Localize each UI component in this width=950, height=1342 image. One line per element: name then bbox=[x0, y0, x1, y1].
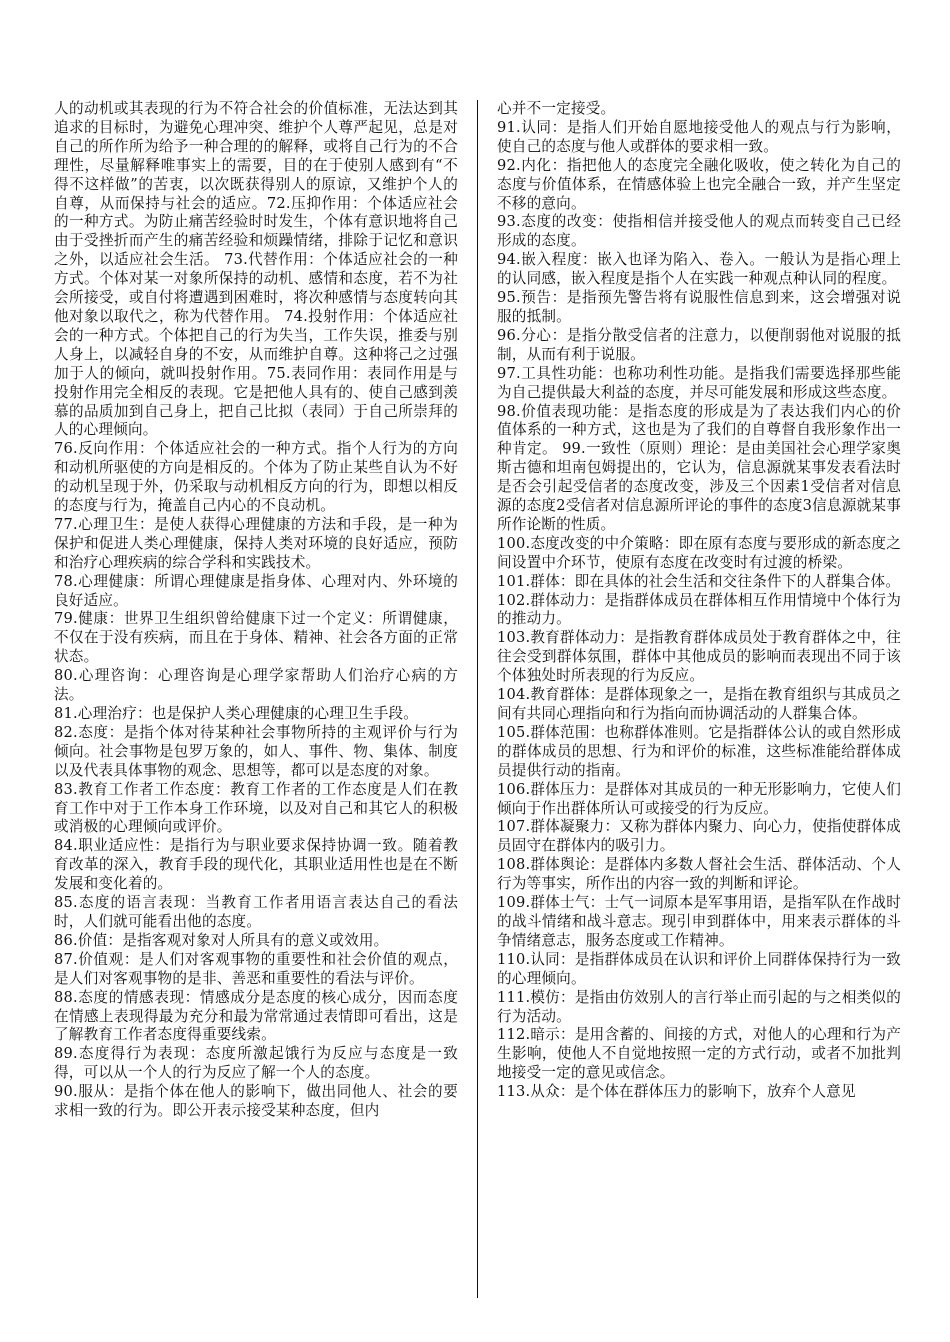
paragraph: 93.态度的改变：使指相信并接受他人的观点而转变自己已经形成的态度。 bbox=[497, 213, 901, 250]
paragraph: 103.教育群体动力：是指教育群体成员处于教育群体之中，往往会受到群体氛围，群体中其他成员的影响而表现出不同于该个体独处时所表现的行为反应。 bbox=[497, 629, 901, 685]
paragraph: 107.群体凝聚力：又称为群体内聚力、向心力，使指使群体成员固守在群体内的吸引力。 bbox=[497, 818, 901, 855]
paragraph: 113.从众：是个体在群体压力的影响下，放弃个人意见 bbox=[497, 1083, 856, 1101]
paragraph: 108.群体舆论：是群体内多数人督社会生活、群体活动、个人行为等事实，所作出的内容一致的判断和评论。 bbox=[497, 856, 901, 893]
paragraph: 86.价值：是指客观对象对人所具有的意义或效用。 bbox=[54, 931, 389, 949]
paragraph: 91.认同：是指人们开始自愿地接受他人的观点与行为影响，使自己的态度与他人或群体的要求相一致。 bbox=[497, 118, 901, 155]
paragraph: 100.态度改变的中介策略：即在原有态度与要形成的新态度之间设置中介环节，使原有态度在改变时有过渡的桥梁。 bbox=[497, 534, 901, 571]
left-column bbox=[54, 100, 458, 1300]
paragraph: 97.工具性功能：也称功利性功能。是指我们需要选择那些能为自己提供最大利益的态度，并尽可能发展和形成这些态度。 bbox=[497, 364, 901, 401]
paragraph: 79.健康：世界卫生组织曾给健康下过一个定义：所谓健康，不仅在于没有疾病，而且在于身体、精神、社会各方面的正常状态。 bbox=[54, 610, 458, 666]
paragraph: 80.心理咨询：心理咨询是心理学家帮助人们治疗心病的方法。 bbox=[54, 667, 458, 704]
paragraph: 106.群体压力：是群体对其成员的一种无形影响力，它使人们倾向于作出群体所认可或接受的行为反应。 bbox=[497, 780, 901, 817]
paragraph: 94.嵌入程度：嵌入也译为陷入、卷入。一般认为是指心理上的认同感，嵌入程度是指个人在实践一种观点种认同的程度。 bbox=[497, 251, 901, 288]
paragraph: 104.教育群体：是群体现象之一，是指在教育组织与其成员之间有共同心理指向和行为指向而协调活动的人群集合体。 bbox=[497, 686, 901, 722]
paragraph: 77.心理卫生：是使人获得心理健康的方法和手段，是一种为保护和促进人类心理健康，保持人类对环境的良好适应，预防和治疗心理疾病的综合学科和实践技术。 bbox=[54, 515, 458, 571]
paragraph: 85.态度的语言表现：当教育工作者用语言表达自己的看法时，人们就可能看出他的态度。 bbox=[54, 894, 458, 930]
column-divider bbox=[477, 100, 478, 1298]
paragraph: 82.态度：是指个体对待某种社会事物所持的主观评价与行为倾向。社会事物是包罗万象的，如人、事件、物、集体、制度以及代表具体事物的观念、思想等，都可以是态度的对象。 bbox=[54, 723, 458, 779]
paragraph: 112.暗示：是用含蓄的、间接的方式，对他人的心理和行为产生影响，使他人不自觉地按照一定的方式行动，或者不加批判地接受一定的意见或信念。 bbox=[497, 1026, 901, 1082]
paragraph: 101.群体：即在具体的社会生活和交往条件下的人群集合体。 bbox=[497, 572, 901, 590]
paragraph: 105.群体范围：也称群体准则。它是指群体公认的或自然形成的群体成员的思想、行为和评价的标准，这些标准能给群体成员提供行动的指南。 bbox=[497, 723, 901, 779]
paragraph: 96.分心：是指分散受信者的注意力，以便削弱他对说服的抵制，从而有利于说服。 bbox=[497, 326, 901, 363]
paragraph: 84.职业适应性：是指行为与职业要求保持协调一致。随着教育改革的深入，教育手段的现代化，其职业适用性也是在不断发展和变化着的。 bbox=[54, 837, 458, 893]
paragraph: 81.心理治疗：也是保护人类心理健康的心理卫生手段。 bbox=[54, 705, 419, 722]
paragraph: 87.价值观：是人们对客观事物的重要性和社会价值的观点，是人们对客观事物的是非、善恶和重要性的看法与评价。 bbox=[54, 950, 458, 987]
paragraph: 人的动机或其表现的行为不符合社会的价值标准，无法达到其追求的目标时，为避免心理冲突、维护个人尊严起见，总是对自己的所作所为给予一种合理的的解释，或将自己行为的不合理性，尽量解释唯事实上的需要，目的在于使别人感到有“不得不这样做”的苦衷，以次既获得别人的原谅，又维护个人的自尊，从而保持与社会的适应。72.压抑作用：个体适应社会的一种方式。为防止痛苦经验时时发生，个体有意识地将自己由于受挫折而产生的痛苦经验和烦躁情绪，排除于记忆和意识之外，以适应社会生活。 73.代替作用：个体适应社会的一种方式。个体对某一对象所保持的动机、感情和态度，若不为社会所接受，或自付将遭遇到困难时，将次种感情与态度转向其他对象以取代之，称为代替作用。 74.投射作用：个体适应社会的一种方式。个体把自己的行为失当，工作失误，推委与别人身上，以减轻自身的不安，从而维护自尊。这种将己之过强加于人的倾向，就叫投射作用。75.表同作用：表同作用是与投射作用完全相反的表现。它是把他人具有的、使自己感到羡慕的品质加到自己身上，把自己比拟（表同）于自己所崇拜的人的心理倾向。 bbox=[54, 100, 458, 439]
paragraph: 98.价值表现功能：是指态度的形成是为了表达我们内心的价值体系的一种方式，这也是为了我们的自尊督自我形象作出一种肯定。 99.一致性（原则）理论：是由美国社会心理学家奥斯古德和坦南包姆提出的，它认为，信息源就某事发表看法时是否会引起受信者的态度改变，涉及三个因素1受信者对信息源的态度2受信者对信息源所评论的事件的态度3信息源就某事所作论断的性质。 bbox=[497, 402, 901, 533]
paragraph: 89.态度得行为表现：态度所激起饿行为反应与态度是一致得，可以从一个人的行为反应了解一个人的态度。 bbox=[54, 1045, 458, 1082]
paragraph: 92.内化：指把他人的态度完全融化吸收，使之转化为自己的态度与价值体系，在情感体验上也完全融合一致，并产生坚定不移的意向。 bbox=[497, 156, 901, 212]
paragraph: 110.认同：是指群体成员在认识和评价上同群体保持行为一致的心理倾向。 bbox=[497, 950, 901, 987]
right-column bbox=[497, 100, 901, 1300]
paragraph: 76.反向作用：个体适应社会的一种方式。指个人行为的方向和动机所驱使的方向是相反的。个体为了防止某些自认为不好的动机呈现于外，仍采取与动机相反方向的行为，即想以相反的态度与行为，掩盖自己内心的不良动机。 bbox=[54, 440, 458, 515]
paragraph: 95.预告：是指预先警告将有说服性信息到来，这会增强对说服的抵制。 bbox=[497, 289, 901, 325]
paragraph: 83.教育工作者工作态度：教育工作者的工作态度是人们在教育工作中对于工作本身工作环境，以及对自己和其它人的积极或消极的心理倾向或评价。 bbox=[54, 780, 458, 836]
paragraph: 90.服从：是指个体在他人的影响下，做出同他人、社会的要求相一致的行为。即公开表示接受某种态度，但内 bbox=[54, 1083, 458, 1120]
paragraph: 111.模仿：是指由仿效别人的言行举止而引起的与之相类似的行为活动。 bbox=[497, 988, 901, 1025]
paragraph: 88.态度的情感表现：情感成分是态度的核心成分，因而态度在情感上表现得最为充分和最为常常通过表情即可看出，这是了解教育工作者态度得重要线索。 bbox=[54, 988, 458, 1044]
paragraph: 心并不一定接受。 bbox=[497, 100, 616, 117]
paragraph: 102.群体动力：是指群体成员在群体相互作用情境中个体行为的推动力。 bbox=[497, 591, 901, 628]
paragraph: 78.心理健康：所谓心理健康是指身体、心理对内、外环境的良好适应。 bbox=[54, 572, 458, 609]
paragraph: 109.群体士气：士气一词原本是军事用语，是指军队在作战时的战斗情绪和战斗意志。现引申到群体中，用来表示群体的斗争情绪意志，服务态度或工作精神。 bbox=[497, 894, 901, 949]
